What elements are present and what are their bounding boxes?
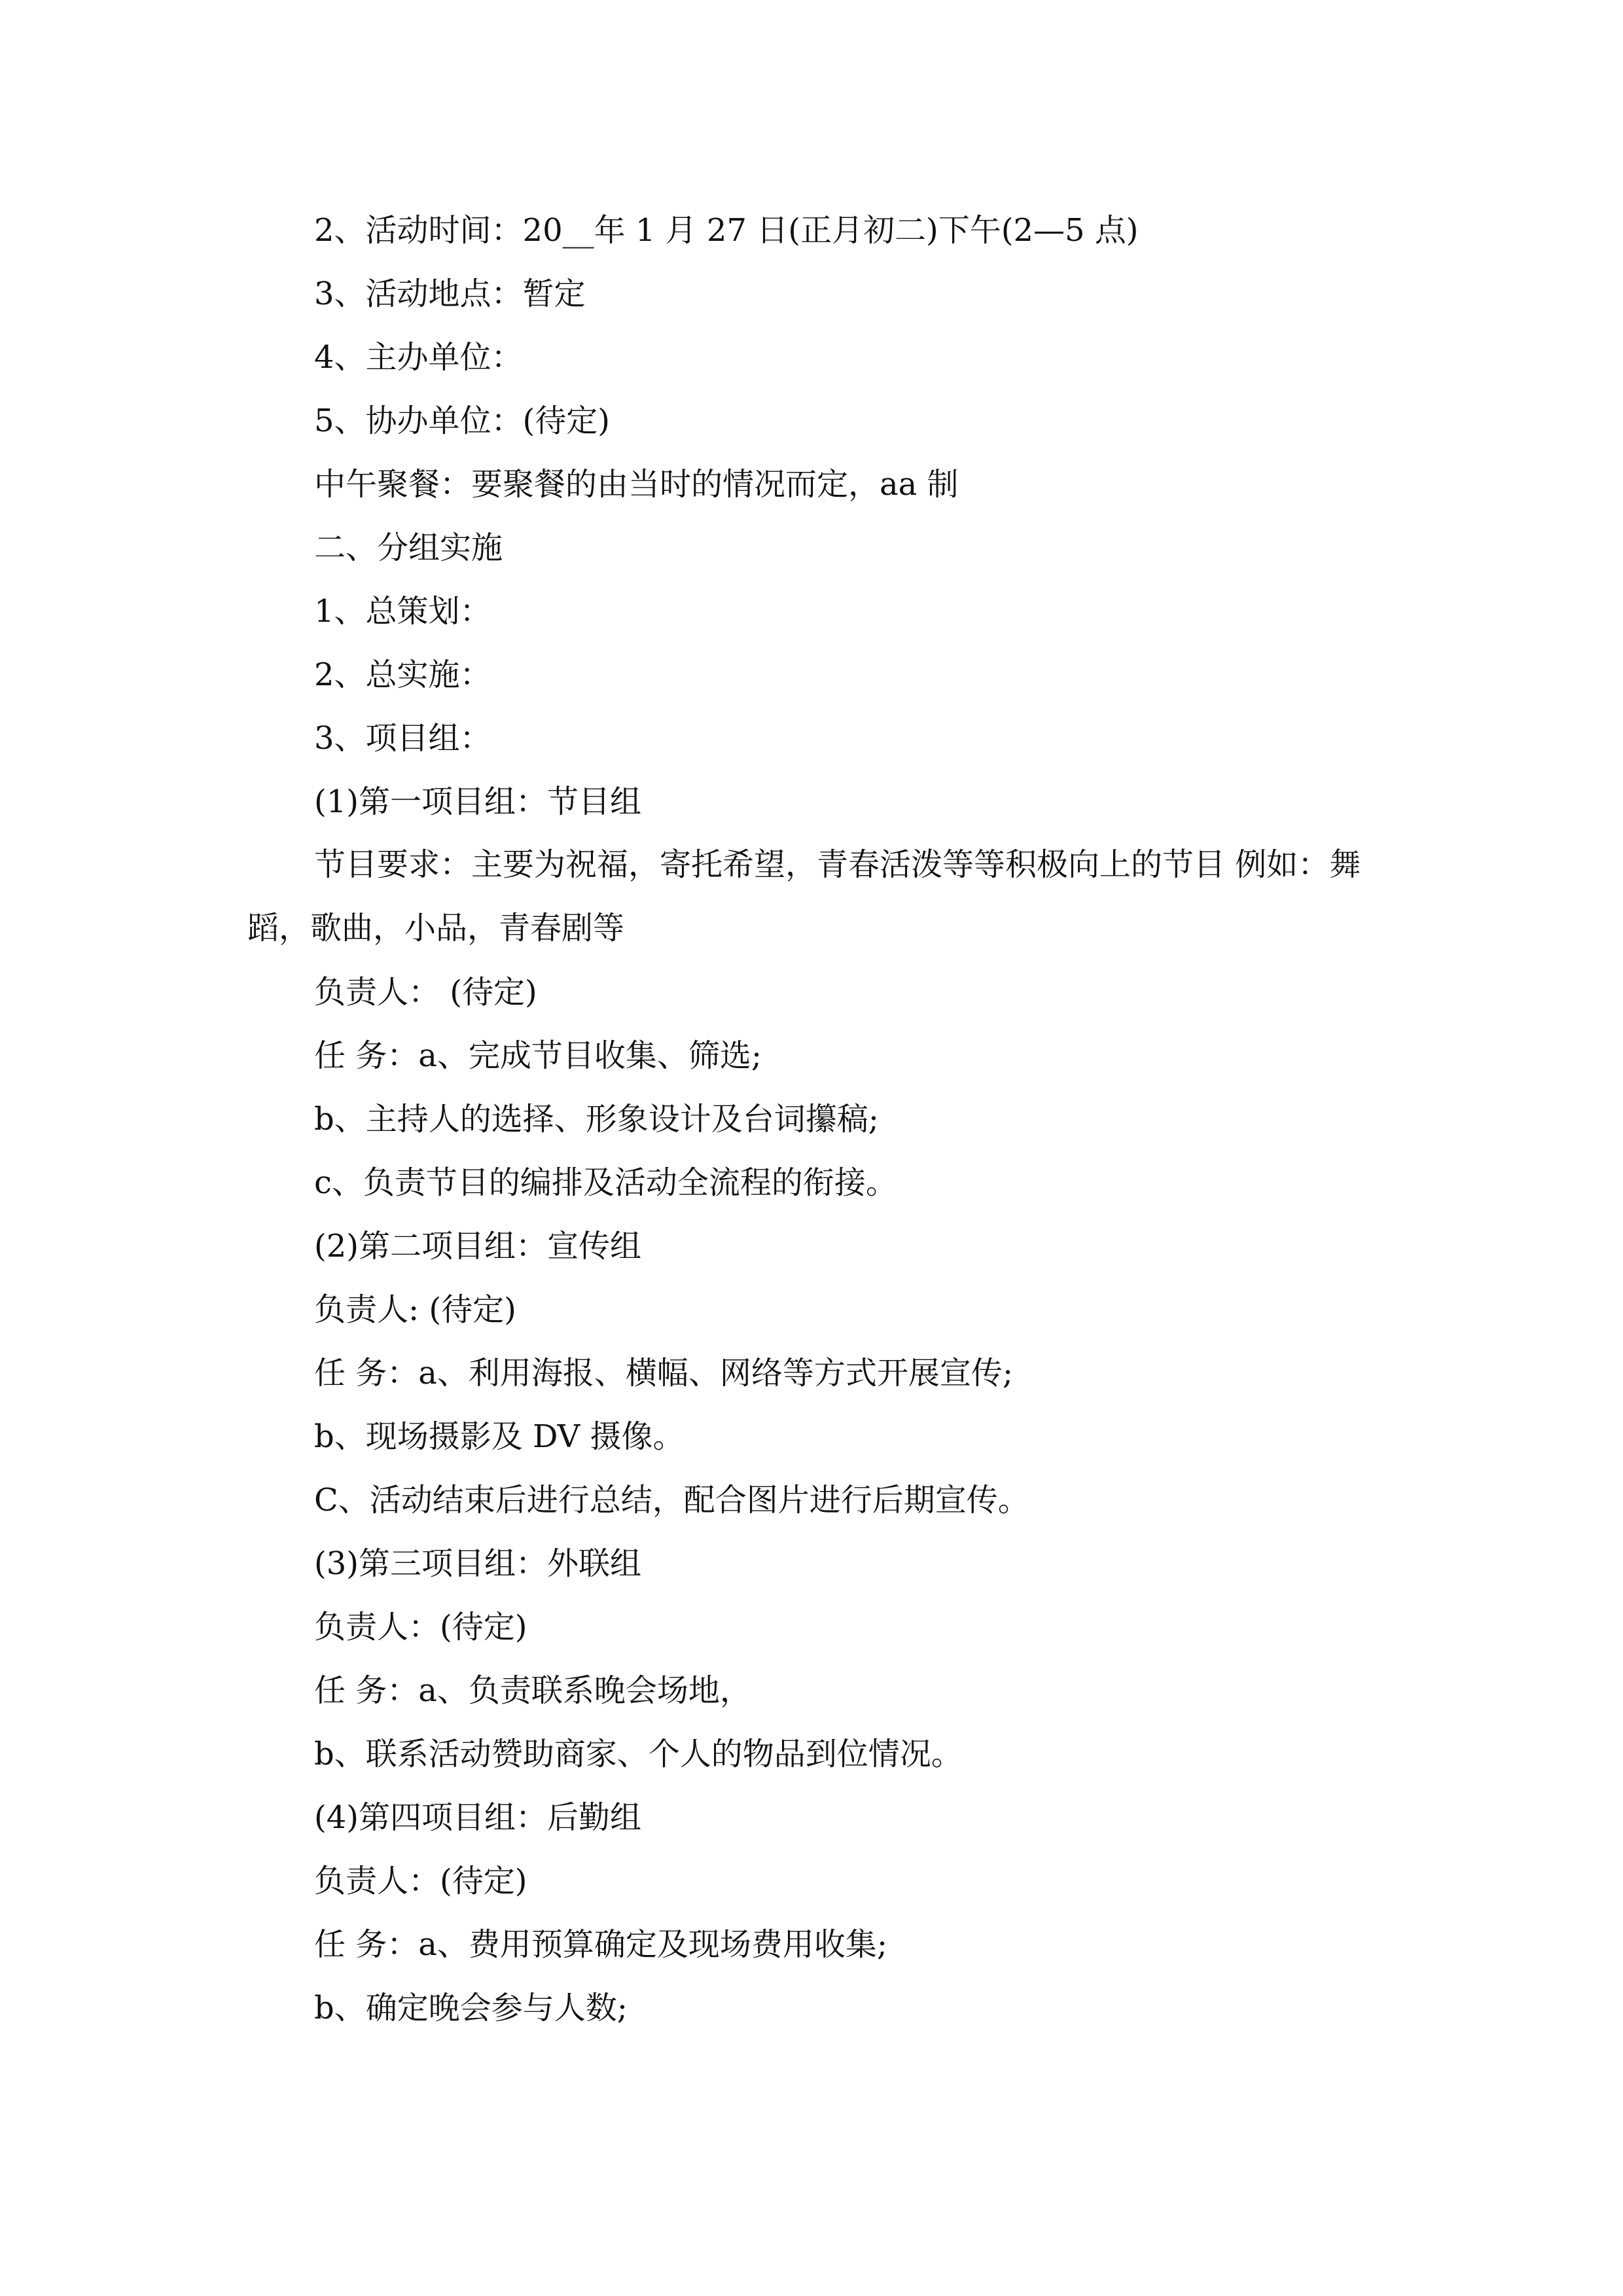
group-3-leader-line: 负责人：(待定) bbox=[314, 1609, 527, 1645]
host-unit-line: 4、主办单位： bbox=[314, 339, 523, 376]
activity-time-line: 2、活动时间：20__年 1 月 27 日(正月初二)下午(2—5 点) bbox=[314, 212, 1139, 249]
group-1-task-b-line: b、主持人的选择、形象设计及台词攥稿; bbox=[314, 1101, 879, 1138]
group-4-task-b-line: b、确定晚会参与人数; bbox=[314, 1990, 628, 2026]
project-groups-line: 3、项目组： bbox=[314, 720, 491, 757]
group-4-leader-line: 负责人：(待定) bbox=[314, 1863, 527, 1899]
group-4-heading: (4)第四项目组：后勤组 bbox=[314, 1799, 641, 1836]
group-3-task-a-line: 任 务：a、负责联系晚会场地， bbox=[314, 1672, 751, 1709]
chief-implementer-line: 2、总实施： bbox=[314, 656, 491, 693]
group-3-heading: (3)第三项目组：外联组 bbox=[314, 1545, 641, 1582]
group-3-task-b-line: b、联系活动赞助商家、个人的物品到位情况。 bbox=[314, 1736, 963, 1772]
activity-location-line: 3、活动地点：暂定 bbox=[314, 276, 586, 312]
group-1-heading: (1)第一项目组：节目组 bbox=[314, 783, 641, 820]
group-2-task-c-line: C、活动结束后进行总结，配合图片进行后期宣传。 bbox=[314, 1482, 1029, 1518]
group-1-leader-line: 负责人： (待定) bbox=[314, 974, 537, 1011]
group-1-task-a-line: 任 务：a、完成节目收集、筛选; bbox=[314, 1037, 762, 1074]
group-4-task-a-line: 任 务：a、费用预算确定及现场费用收集; bbox=[314, 1926, 888, 1963]
chief-planner-line: 1、总策划： bbox=[314, 593, 491, 630]
group-2-task-b-line: b、现场摄影及 DV 摄像。 bbox=[314, 1418, 685, 1455]
co-host-unit-line: 5、协办单位：(待定) bbox=[314, 403, 610, 439]
group-2-heading: (2)第二项目组：宣传组 bbox=[314, 1228, 641, 1265]
group-2-leader-line: 负责人: (待定) bbox=[314, 1291, 516, 1328]
lunch-line: 中午聚餐：要聚餐的由当时的情况而定，aa 制 bbox=[314, 466, 959, 503]
group-1-task-c-line: c、负责节目的编排及活动全流程的衔接。 bbox=[314, 1164, 897, 1201]
group-2-task-a-line: 任 务：a、利用海报、横幅、网络等方式开展宣传; bbox=[314, 1355, 1014, 1391]
program-requirements-paragraph: 节目要求：主要为祝福，寄托希望，青春活泼等等积极向上的节目 例如：舞蹈，歌曲，小品，青春剧等 bbox=[247, 846, 1361, 946]
section-heading: 二、分组实施 bbox=[314, 529, 503, 566]
